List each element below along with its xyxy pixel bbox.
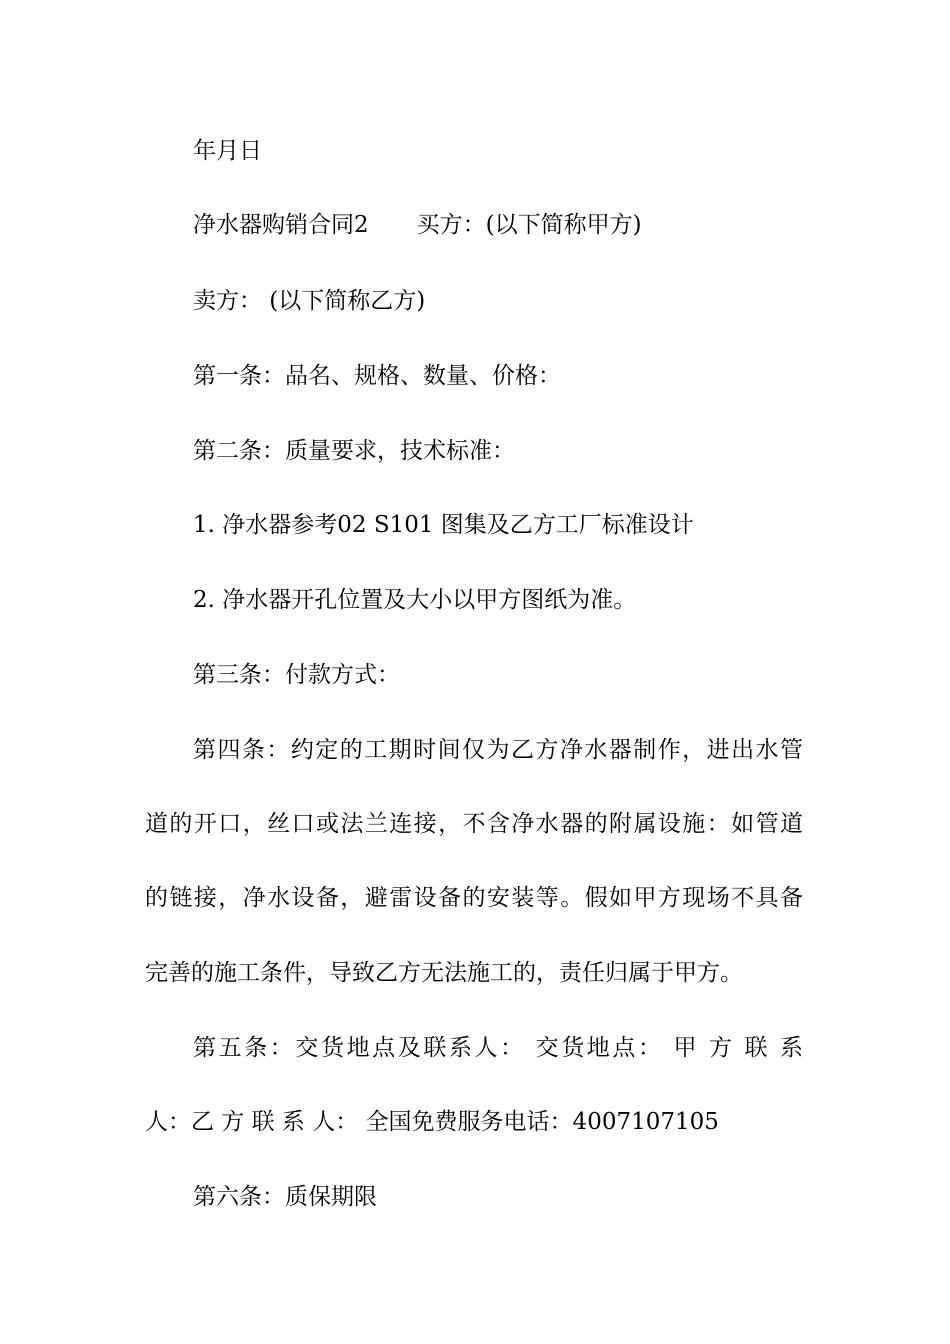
article-6-heading: 第六条：质保期限: [193, 1184, 377, 1210]
article-3-heading: 第三条：付款方式：: [193, 662, 400, 688]
contract-title-line: [193, 210, 642, 240]
seller-line: 卖方： (以下简称乙方): [193, 288, 426, 314]
article-2-item-2: 2. 净水器开孔位置及大小以甲方图纸为准。: [193, 587, 637, 613]
date-line: 年月日: [193, 138, 262, 164]
article-5-line-1: 第五条：交货地点及联系人： 交货地点： 甲 方 联 系: [193, 1035, 803, 1061]
buyer-label: 买方：(以下简称甲方): [416, 212, 642, 238]
article-4-line-1: 第四条：约定的工期时间仅为乙方净水器制作，进出水管: [193, 737, 803, 763]
article-2-item-1: 1. 净水器参考02 S101 图集及乙方工厂标准设计: [193, 512, 694, 538]
article-5-line-2: 人：乙 方 联 系 人： 全国免费服务电话：4007107105: [145, 1109, 719, 1135]
contract-title: 净水器购销合同2: [193, 212, 369, 238]
article-4-line-4: 完善的施工条件，导致乙方无法施工的，责任归属于甲方。: [145, 960, 743, 986]
article-1-heading: 第一条：品名、规格、数量、价格：: [193, 363, 561, 389]
article-2-heading: 第二条：质量要求，技术标准：: [193, 438, 515, 464]
article-4-line-2: 道的开口，丝口或法兰连接，不含净水器的附属设施：如管道: [145, 811, 803, 837]
article-4-line-3: 的链接，净水设备，避雷设备的安装等。假如甲方现场不具备: [145, 885, 803, 911]
